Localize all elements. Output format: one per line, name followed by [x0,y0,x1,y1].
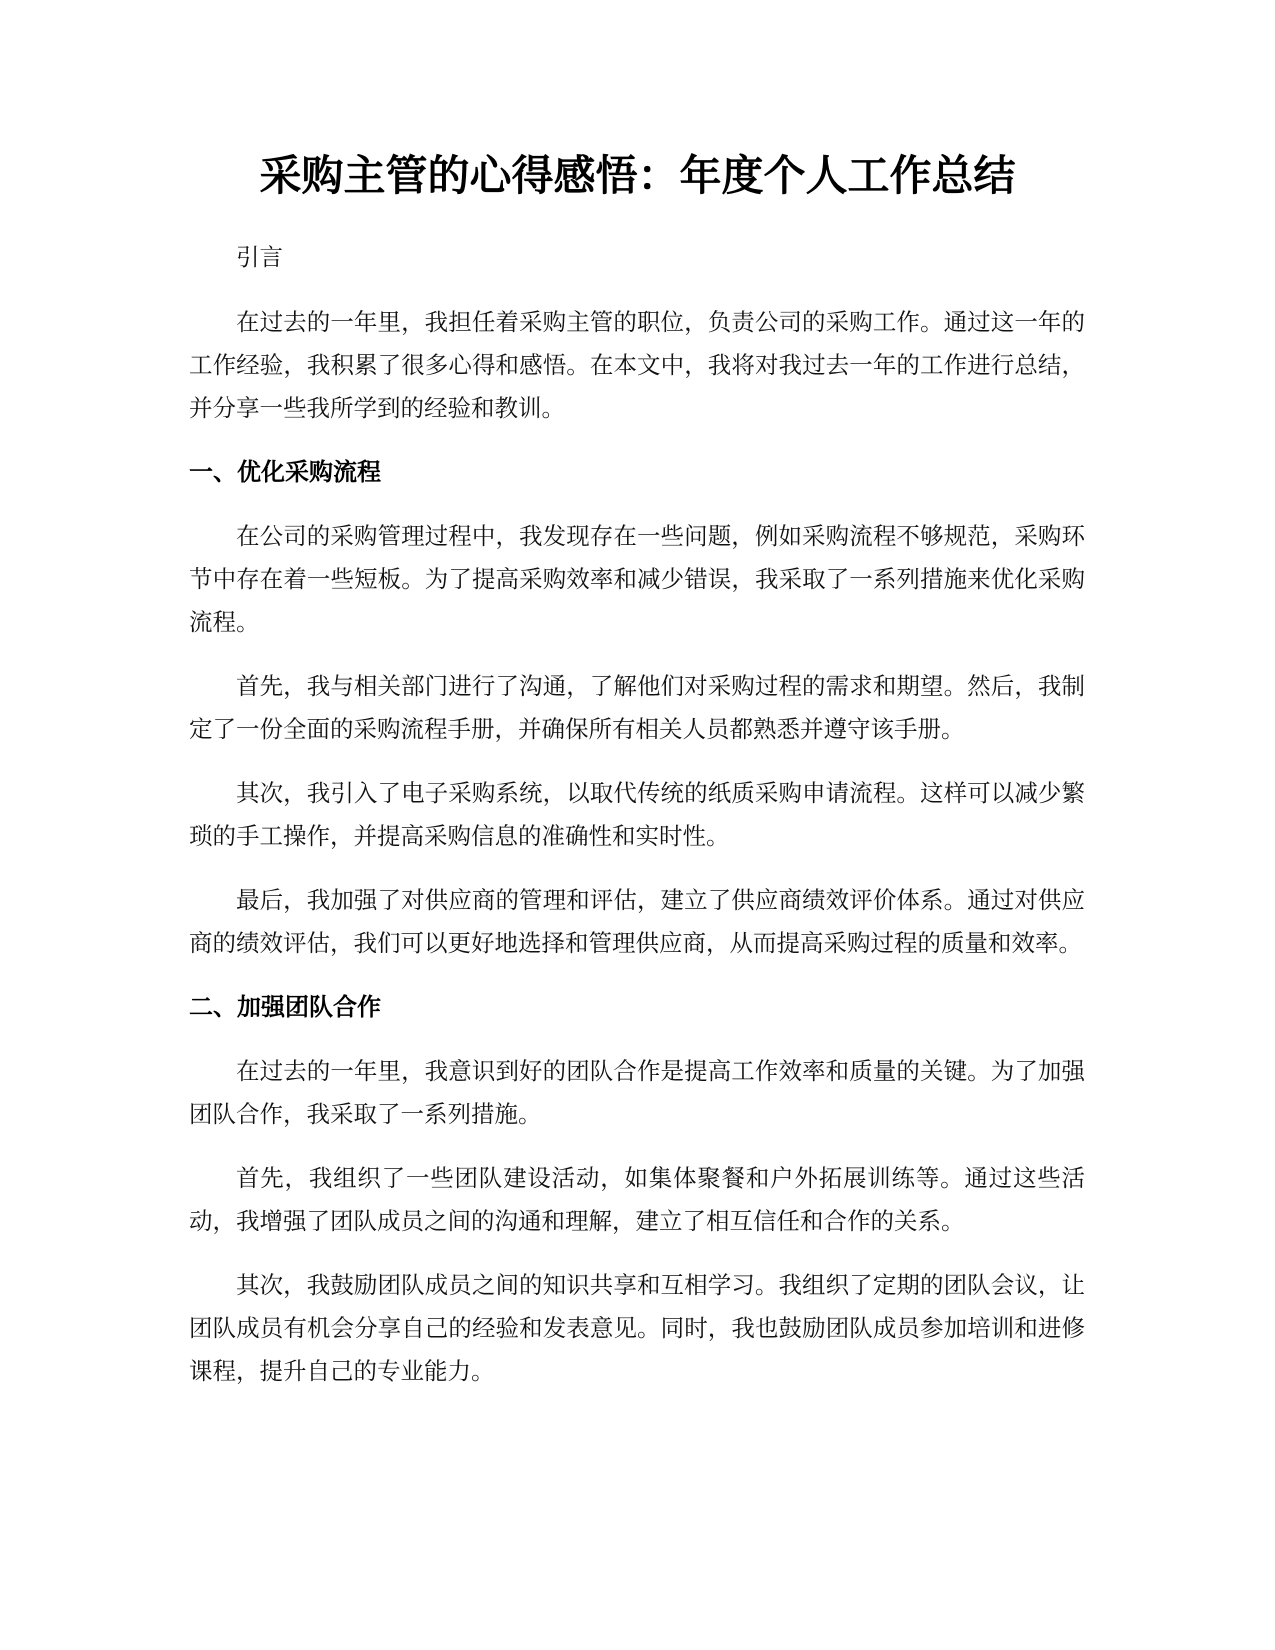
document-body [189,236,1085,1414]
intro-paragraph: 在过去的一年里，我担任着采购主管的职位，负责公司的采购工作。通过这一年的工作经验，我积累了很多心得和感悟。在本文中，我将对我过去一年的工作进行总结，并分享一些我所学到的经验和教训。 [189,308,1085,422]
section-heading-2: 二、加强团队合作 [189,993,381,1021]
intro-label: 引言 [236,243,283,271]
section-1-paragraph-4: 最后，我加强了对供应商的管理和评估，建立了供应商绩效评价体系。通过对供应商的绩效评估，我们可以更好地选择和管理供应商，从而提高采购过程的质量和效率。 [189,886,1085,957]
section-1-paragraph-2: 首先，我与相关部门进行了沟通，了解他们对采购过程的需求和期望。然后，我制定了一份全面的采购流程手册，并确保所有相关人员都熟悉并遵守该手册。 [189,672,1085,743]
section-heading-1: 一、优化采购流程 [189,458,381,486]
section-2-paragraph-1: 在过去的一年里，我意识到好的团队合作是提高工作效率和质量的关键。为了加强团队合作，我采取了一系列措施。 [189,1057,1085,1128]
section-2-paragraph-2: 首先，我组织了一些团队建设活动，如集体聚餐和户外拓展训练等。通过这些活动，我增强了团队成员之间的沟通和理解，建立了相互信任和合作的关系。 [189,1164,1085,1235]
section-1-paragraph-1: 在公司的采购管理过程中，我发现存在一些问题，例如采购流程不够规范，采购环节中存在着一些短板。为了提高采购效率和减少错误，我采取了一系列措施来优化采购流程。 [189,522,1085,636]
section-1-paragraph-3: 其次，我引入了电子采购系统，以取代传统的纸质采购申请流程。这样可以减少繁琐的手工操作，并提高采购信息的准确性和实时性。 [189,779,1085,850]
page-title: 采购主管的心得感悟：年度个人工作总结 [259,151,1016,200]
section-2-paragraph-3: 其次，我鼓励团队成员之间的知识共享和互相学习。我组织了定期的团队会议，让团队成员有机会分享自己的经验和发表意见。同时，我也鼓励团队成员参加培训和进修课程，提升自己的专业能力。 [189,1271,1085,1385]
